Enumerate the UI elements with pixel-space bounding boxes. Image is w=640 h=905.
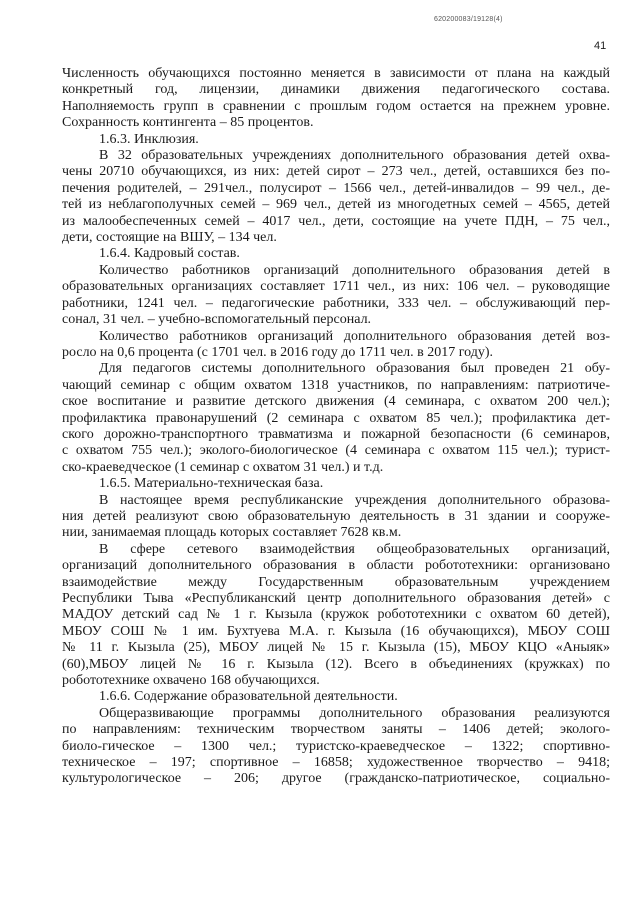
text-line: Сохранность контингента – 85 процентов. <box>62 115 314 131</box>
text-line: профилактика правонарушений (2 семинара с охватом 85 чел.); профилактика дет- <box>62 410 610 426</box>
text-line: из малообеспеченных семей – 4017 чел., дети, состоящие на учете ПДН, – 75 чел., <box>62 213 610 229</box>
text-line: по направлениям: техническим творчеством заняты – 1406 детей; эколого- <box>62 722 610 738</box>
text-line: МАДОУ детский сад № 1 г. Кызыла (кружок робототехники с охватом 60 детей), <box>62 607 610 623</box>
text-line: организаций дополнительного образования в области робототехники: организовано <box>62 558 610 574</box>
text-line: ского дорожно-транспортного травматизма и пожарной безопасности (6 семинаров, <box>62 426 610 442</box>
text-line: Количество работников организаций дополнительного образования детей воз- <box>99 328 610 344</box>
text-line: биоло-гическое – 1300 чел.; туристско-краеведческое – 1322; спортивно- <box>62 738 610 754</box>
text-line: 1.6.4. Кадровый состав. <box>99 246 240 262</box>
text-line: тей из неблагополучных семей – 969 чел., детей из многодетных семей – 4565, детей <box>62 197 610 213</box>
text-line: дети, состоящие на ВШУ, – 134 чел. <box>62 230 277 246</box>
document-id: 620200083/19128(4) <box>434 16 503 23</box>
text-line: техническое – 197; спортивное – 16858; художественное творчество – 9418; <box>62 755 610 771</box>
text-line: (60),МБОУ лицей № 16 г. Кызыла (12). Всего в объединениях (кружках) по <box>62 656 610 672</box>
text-line: печения родителей, – 291чел., полусирот – 1566 чел., детей-инвалидов – 99 чел., де- <box>62 180 610 196</box>
text-line: ния детей реализуют свою образовательную деятельность в 31 здании и сооруже- <box>62 508 610 524</box>
text-line: с охватом 755 чел.); эколого-биологическое (4 семинара с охватом 115 чел.); турист- <box>62 443 610 459</box>
text-line: Численность обучающихся постоянно меняется в зависимости от плана на каждый <box>62 66 610 81</box>
text-line: чены 20710 обучающихся, из них: детей сирот – 273 чел., детей, оставшихся без по- <box>62 164 610 180</box>
text-line: работники, 1241 чел. – педагогические работники, 333 чел. – обслуживающий пер- <box>62 295 610 311</box>
page-number: 41 <box>594 40 607 52</box>
text-line: взаимодействие между Государственным образовательным учреждением <box>62 574 610 590</box>
text-line: нии, занимаемая площадь которых составляет 7628 кв.м. <box>62 525 402 541</box>
text-line: образовательных организациях составляет 1711 чел., из них: 106 чел. – руководящие <box>62 279 610 295</box>
text-line: В сфере сетевого взаимодействия общеобразовательных организаций, <box>99 541 610 557</box>
text-line: В настоящее время республиканские учреждения дополнительного образова- <box>99 492 610 508</box>
text-line: Общеразвивающие программы дополнительного образования реализуются <box>99 705 610 721</box>
text-line: росло на 0,6 процента (с 1701 чел. в 2016 году до 1711 чел. в 2017 году). <box>62 344 494 360</box>
text-line: В 32 образовательных учреждениях дополнительного образования детей охва- <box>99 148 610 164</box>
text-line: Количество работников организаций дополнительного образования детей в <box>99 262 610 278</box>
text-line: конкретный год, лицензии, динамики движения педагогического состава. <box>62 82 610 98</box>
text-line: 1.6.3. Инклюзия. <box>99 131 199 147</box>
document-body <box>62 66 610 788</box>
text-line: ско-краеведческое (1 семинар с охватом 31 чел.) и т.д. <box>62 459 384 475</box>
text-line: МБОУ СОШ № 1 им. Бухтуева М.А. г. Кызыла (16 обучающихся), МБОУ СОШ <box>62 623 610 639</box>
text-line: чающий семинар с общим охватом 1318 участников, по направлениям: патриотиче- <box>62 377 610 393</box>
text-line: Республики Тыва «Республиканский центр дополнительного образования детей» с <box>62 591 610 606</box>
text-line: робототехнике охвачено 168 обучающихся. <box>62 673 320 689</box>
text-line: сонал, 31 чел. – учебно-вспомогательный персонал. <box>62 312 372 328</box>
text-line: 1.6.5. Материально-техническая база. <box>99 476 324 492</box>
text-line: культурологическое – 206; другое (гражданско-патриотическое, социально- <box>62 771 610 787</box>
text-line: № 11 г. Кызыла (25), МБОУ лицей № 15 г. Кызыла (15), МБОУ КЦО «Аныяк» <box>62 640 610 656</box>
text-line: Для педагогов системы дополнительного образования был проведен 21 обу- <box>99 361 610 377</box>
text-line: ское воспитание и развитие детского движения (4 семинара, с охватом 200 чел.); <box>62 394 610 410</box>
text-line: 1.6.6. Содержание образовательной деятельности. <box>99 689 398 705</box>
text-line: Наполняемость групп в сравнении с прошлым годом остается на прежнем уровне. <box>62 98 610 114</box>
